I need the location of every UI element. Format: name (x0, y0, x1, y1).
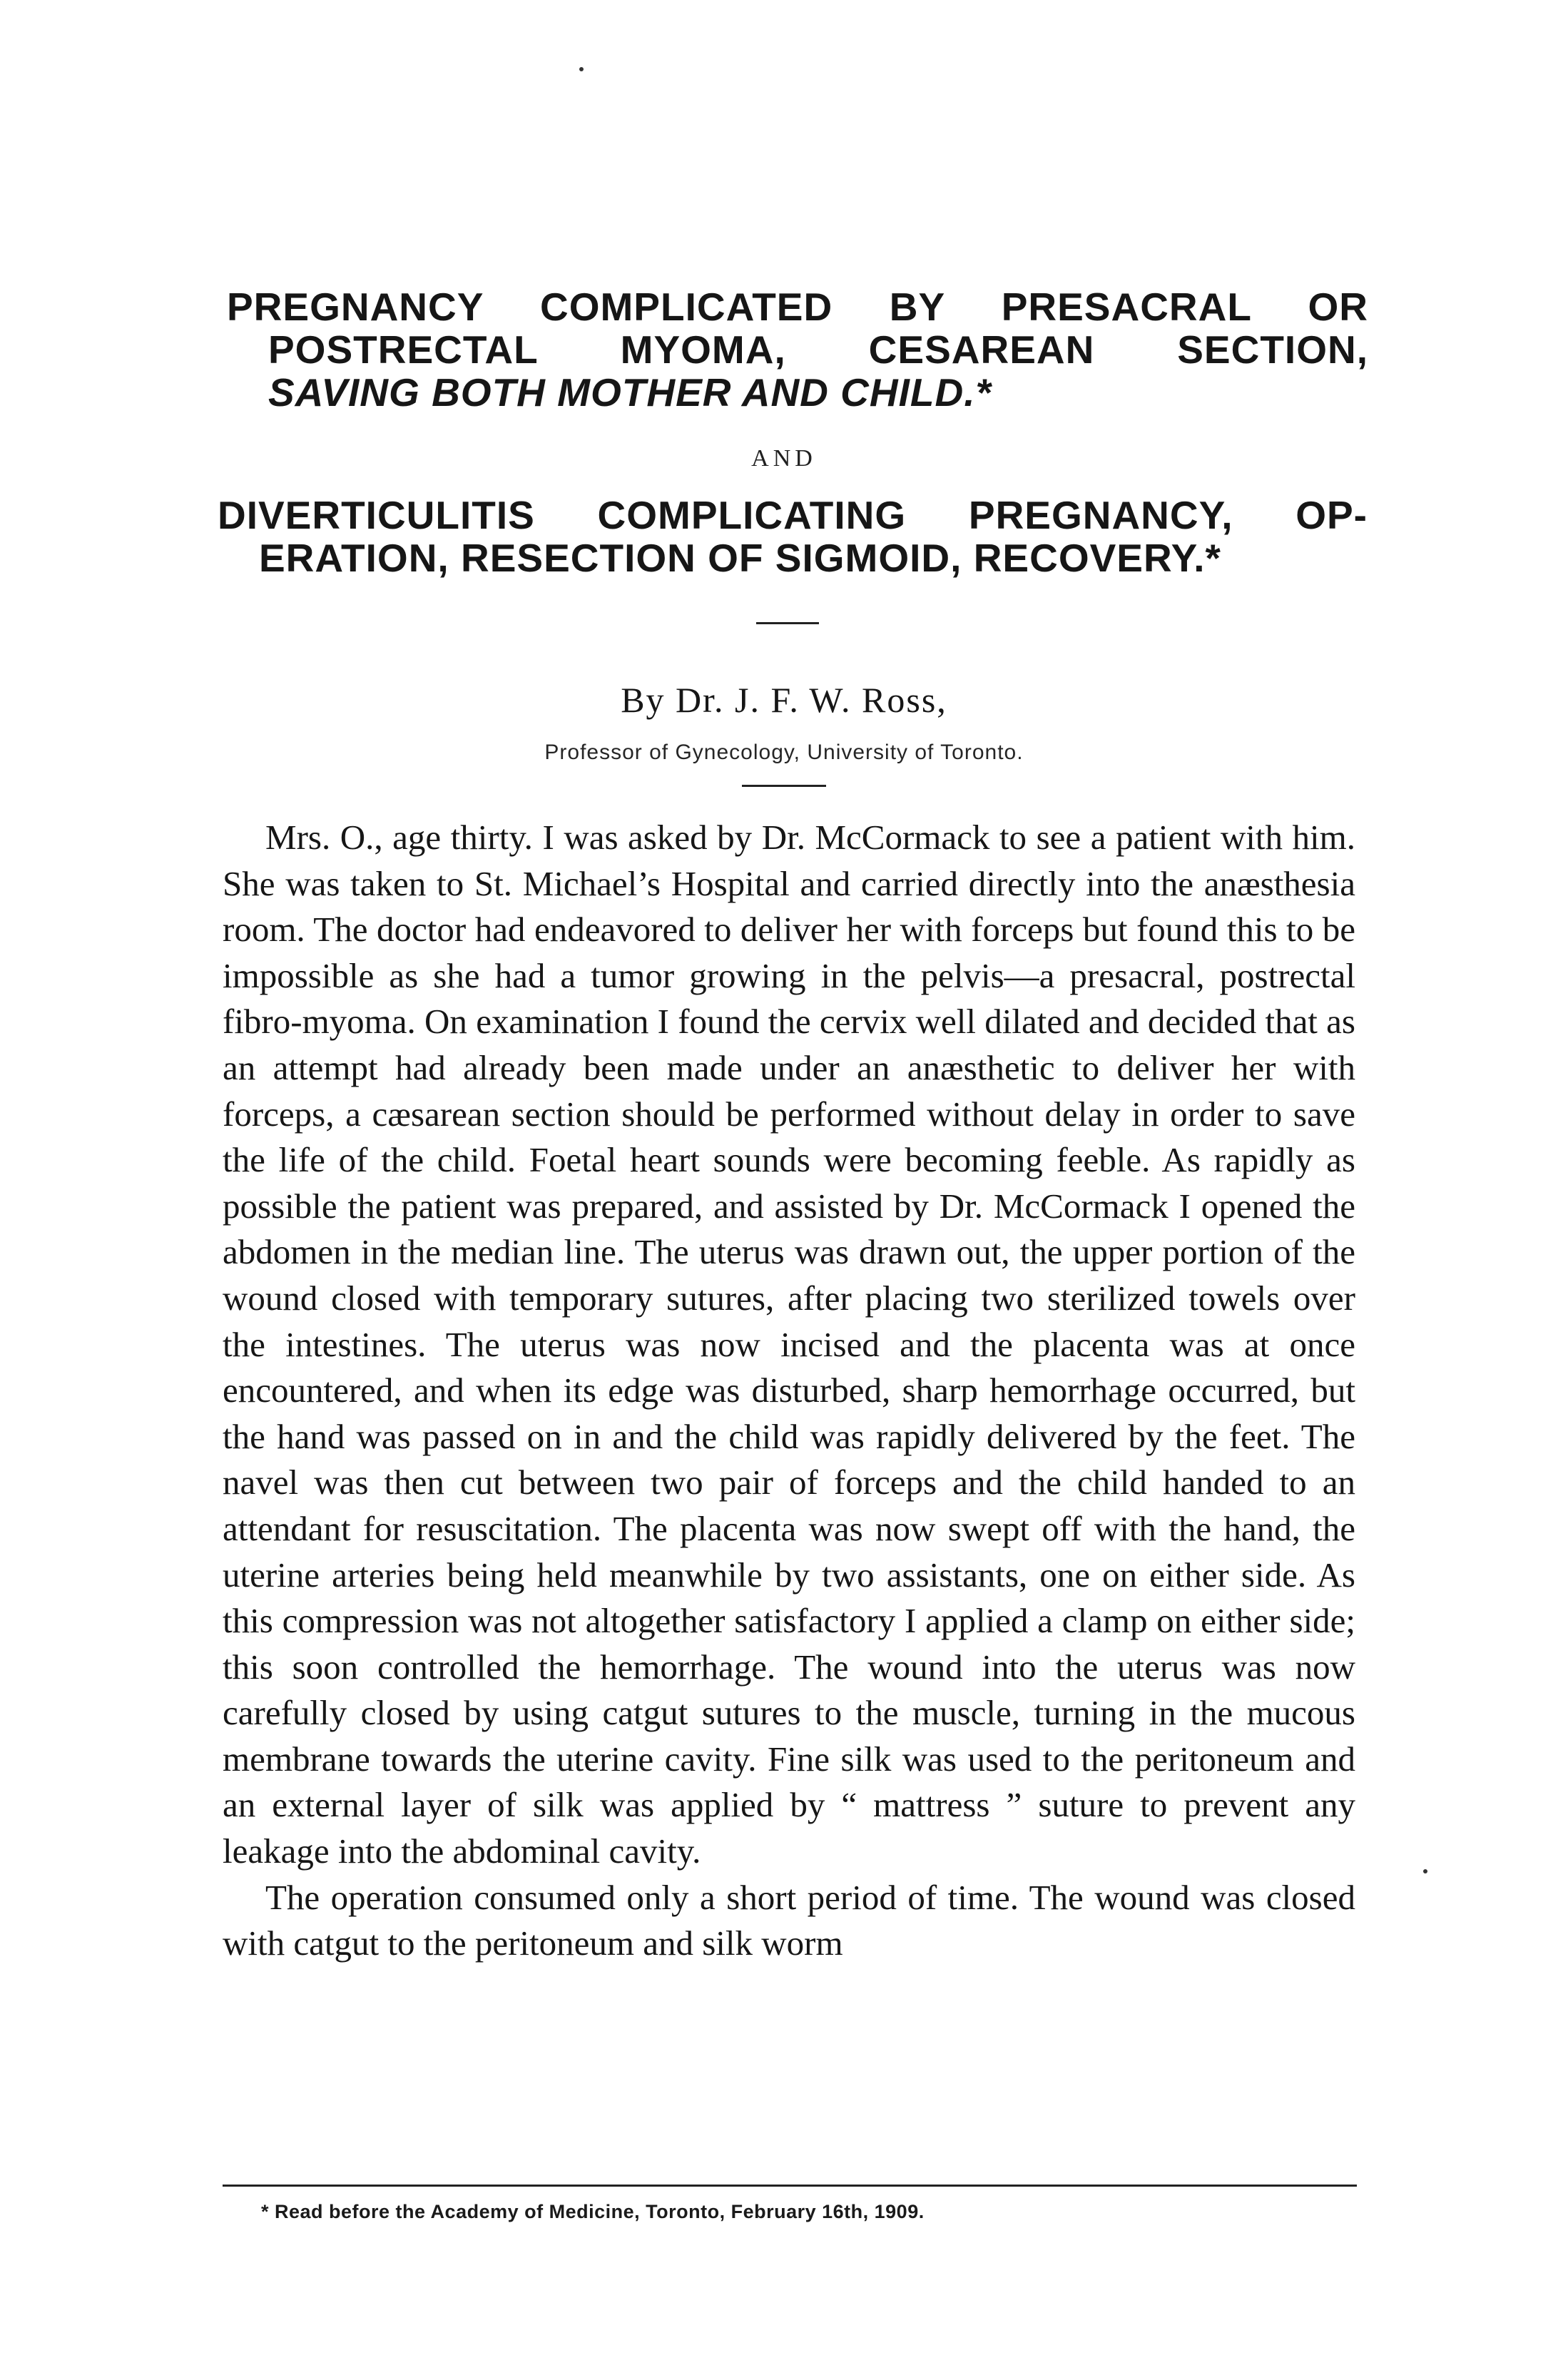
byline-divider (742, 785, 826, 787)
body-paragraph-1: Mrs. O., age thirty. I was asked by Dr. McCormack to see a patient with him. She was taken to St. Michael’s Hospital and carried directly into the anæsthesia room. The doctor had endeavored to deliver her with forceps but found this to be impossible as she had a tumor growing in the pelvis—a presacral, postrectal fibro-myoma. On examination I found the cervix well dilated and decided that as an attempt had already been made under an anæsthetic to deliver her with forceps, a cæsarean section should be performed without delay in order to save the life of the child. Foetal heart sounds were becoming feeble. As rapidly as possible the patient was prepared, and assisted by Dr. McCormack I opened the abdomen in the median line. The uterus was drawn out, the upper portion of the wound closed with temporary sutures, after placing two sterilized towels over the intestines. The uterus was now incised and the placenta was at once encountered, and when its edge was disturbed, sharp hemorrhage occurred, but the hand was passed on in and the child was rapidly delivered by the feet. The navel was then cut between two pair of forceps and the child handed to an attendant for resuscitation. The placenta was now swept off with the hand, the uterine arteries being held meanwhile by two assistants, one on either side. As this compression was not altogether satisfactory I applied a clamp on either side; this soon controlled the hemorrhage. The wound into the uterus was now carefully closed by using catgut sutures to the muscle, turning in the mucous membrane towards the uterine cavity. Fine silk was used to the peritoneum and an external layer of silk was applied by “ mattress ” suture to prevent any leakage into the abdominal cavity. (223, 818, 1355, 1871)
footnote: * Read before the Academy of Medicine, Toronto, February 16th, 1909. (261, 2201, 925, 2222)
article-body (223, 815, 1355, 1967)
title-line-3: SAVING BOTH MOTHER AND CHILD.* (268, 370, 992, 415)
article-title-part-2 (218, 494, 1368, 579)
title-connector: AND (751, 445, 817, 472)
author-affiliation: Professor of Gynecology, University of Toronto. (544, 741, 1024, 764)
title-line-1: PREGNANCY COMPLICATED BY PRESACRAL OR (227, 285, 1368, 329)
body-paragraph-2: The operation consumed only a short period of time. The wound was closed with catgut to the peritoneum and silk worm (223, 1877, 1355, 1963)
title-line-2: POSTRECTAL MYOMA, CESAREAN SECTION, (268, 327, 1368, 372)
title-line-4: DIVERTICULITIS COMPLICATING PREGNANCY, OP- (218, 493, 1368, 537)
article-title-part-1 (227, 285, 1368, 414)
print-speck (1423, 1869, 1427, 1873)
title-line-5: ERATION, RESECTION OF SIGMOID, RECOVERY.* (259, 536, 1221, 580)
title-divider (756, 622, 819, 624)
author-byline: By Dr. J. F. W. Ross, (621, 680, 947, 720)
print-speck (579, 67, 584, 71)
footnote-rule (223, 2185, 1357, 2187)
